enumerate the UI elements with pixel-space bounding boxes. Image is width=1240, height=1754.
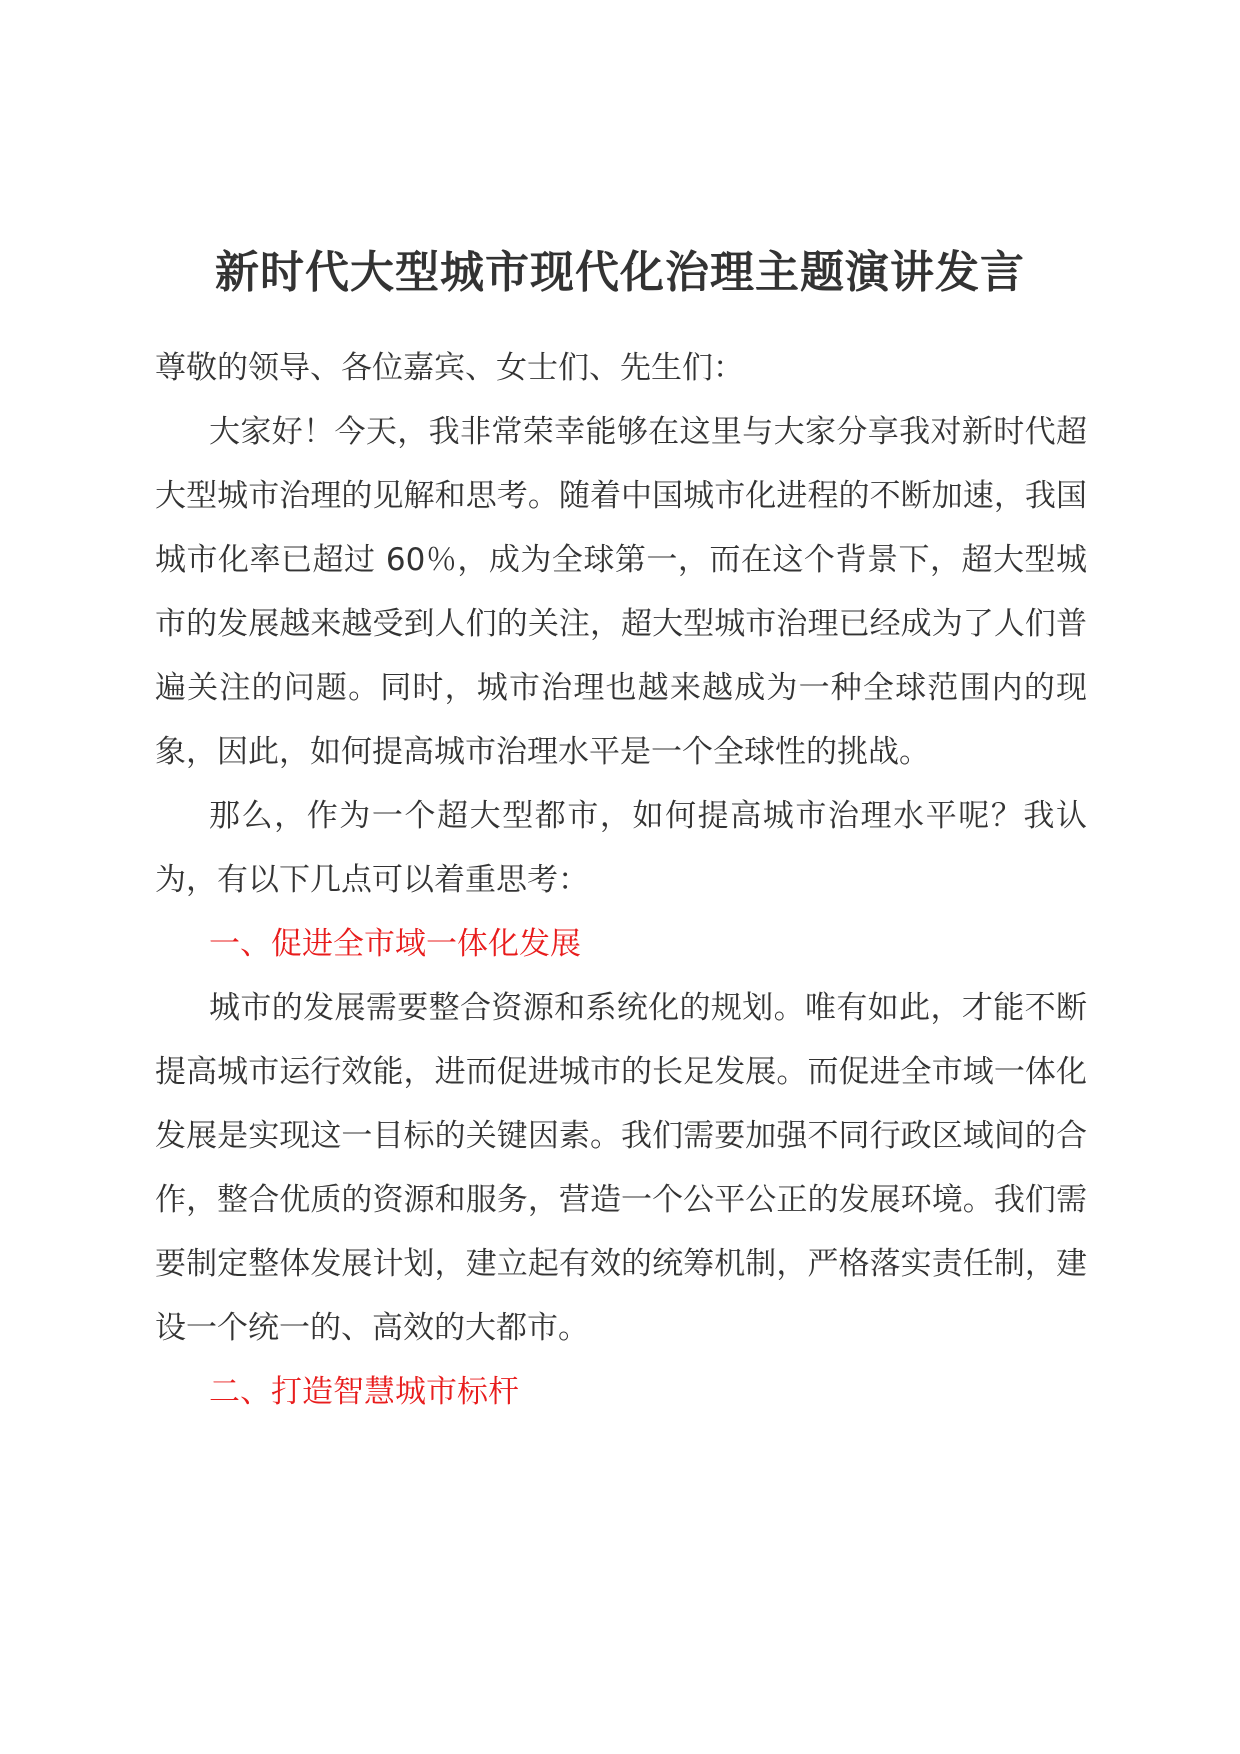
section-heading-2: 二、打造智慧城市标杆: [209, 1374, 519, 1410]
document-title: 新时代大型城市现代化治理主题演讲发言: [215, 247, 1025, 298]
document-body: [155, 336, 1087, 1424]
paragraph-intro: 大家好！今天，我非常荣幸能够在这里与大家分享我对新时代超大型城市治理的见解和思考。随着中国城市化进程的不断加速，我国城市化率已超过 60％，成为全球第一，而在这个背景下，超大型城市的发展越来越受到人们的关注，超大型城市治理已经成为了人们普遍关注的问题。同时，城市治理也越来越成为一种全球范围内的现象，因此，如何提高城市治理水平是一个全球性的挑战。: [155, 414, 1087, 770]
paragraph-integration: 城市的发展需要整合资源和系统化的规划。唯有如此，才能不断提高城市运行效能，进而促进城市的长足发展。而促进全市域一体化发展是实现这一目标的关键因素。我们需要加强不同行政区域间的合作，整合优质的资源和服务，营造一个公平公正的发展环境。我们需要制定整体发展计划，建立起有效的统筹机制，严格落实责任制，建设一个统一的、高效的大都市。: [155, 990, 1087, 1346]
section-heading-1: 一、促进全市域一体化发展: [209, 926, 581, 962]
paragraph-question: 那么，作为一个超大型都市，如何提高城市治理水平呢？我认为，有以下几点可以着重思考：: [155, 798, 1087, 898]
salutation: 尊敬的领导、各位嘉宾、女士们、先生们：: [155, 350, 744, 386]
